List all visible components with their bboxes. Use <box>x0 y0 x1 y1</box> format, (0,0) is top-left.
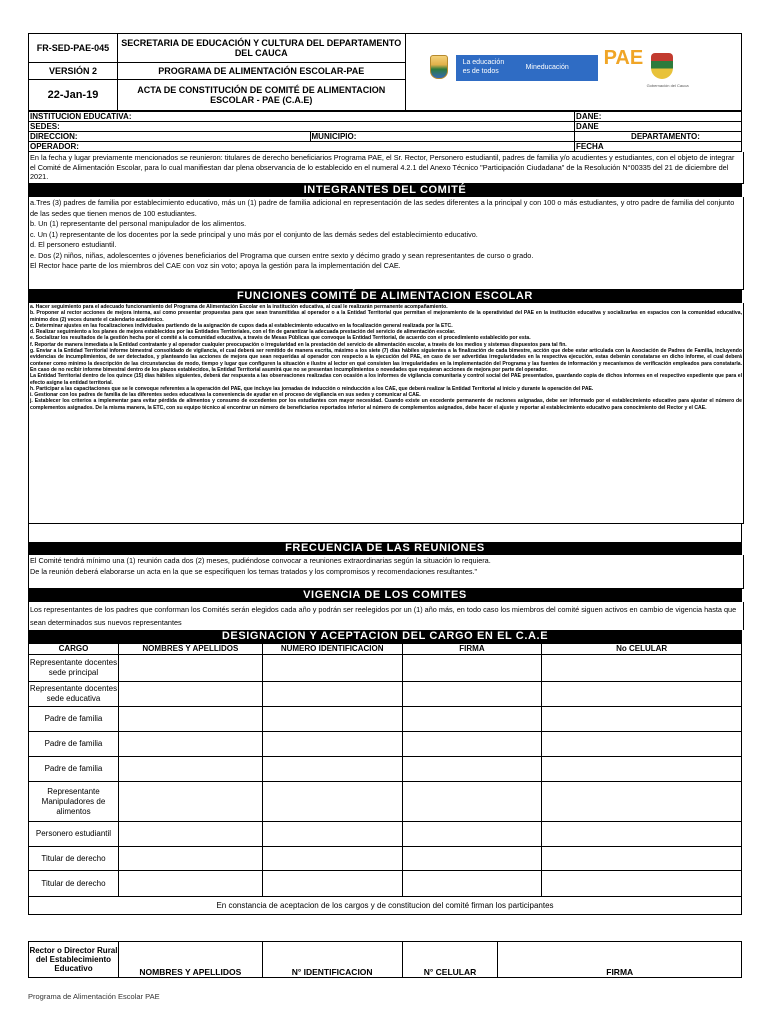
phone-cell[interactable] <box>542 871 742 897</box>
functions-item: h. Participar a las capacitaciones que se le convoque referentes a la operación del PAE, que incluye las jornadas de inducción o reinducción a los CAE, que deberá realizar la Entidad Territorial al inicio y durante la operación del PAE. <box>30 385 594 392</box>
designation-table <box>28 643 742 915</box>
institution-field[interactable]: INSTITUCION EDUCATIVA: <box>29 112 575 122</box>
pae-logo: PAE <box>603 47 644 69</box>
signature-cell[interactable] <box>402 732 542 757</box>
phone-cell[interactable] <box>542 655 742 682</box>
page-footer: Programa de Alimentación Escolar PAE <box>28 992 160 1001</box>
names-cell[interactable] <box>118 682 262 707</box>
functions-section <box>28 303 744 524</box>
functions-item: d. Realizar seguimiento a los planes de mejora establecidos por las Entidades Territoriales, con el fin de garantizar la adecuada prestación del servicio de alimentación escolar. <box>30 329 456 336</box>
signature-cell[interactable] <box>402 707 542 732</box>
signature-cell[interactable] <box>402 847 542 871</box>
colombia-seal-icon <box>430 55 448 79</box>
section-spacer <box>28 524 742 542</box>
designation-title: DESIGNACION Y ACEPTACION DEL CARGO EN EL C.A.E <box>28 630 742 643</box>
secretariat-title: SECRETARIA DE EDUCACIÓN Y CULTURA DEL DEPARTAMENTO DEL CAUCA <box>117 34 405 63</box>
form-version: VERSIÓN 2 <box>29 62 118 79</box>
id-cell[interactable] <box>262 682 402 707</box>
names-cell[interactable] <box>118 757 262 782</box>
column-header-names: NOMBRES Y APELLIDOS <box>118 644 262 655</box>
address-field[interactable]: DIRECCION: <box>29 132 311 142</box>
signature-cell[interactable] <box>402 782 542 822</box>
role-label: Titular de derecho <box>29 871 119 897</box>
document-header <box>28 33 742 111</box>
document-page <box>28 33 742 1001</box>
phone-cell[interactable] <box>542 732 742 757</box>
members-section <box>28 197 744 290</box>
department-field[interactable]: DEPARTAMENTO: <box>575 132 742 142</box>
mineducacion-text: Mineducación <box>525 64 569 71</box>
table-row <box>29 732 742 757</box>
names-cell[interactable] <box>118 871 262 897</box>
column-header-id: NUMERO IDENTIFICACION <box>262 644 402 655</box>
id-cell[interactable] <box>262 782 402 822</box>
gov-logo-text: La educación es de todos <box>462 59 505 75</box>
institution-info <box>28 111 742 152</box>
role-label: Titular de derecho <box>29 847 119 871</box>
rector-names-header: NOMBRES Y APELLIDOS <box>118 942 262 978</box>
validity-title: VIGENCIA DE LOS COMITES <box>28 589 742 602</box>
functions-item: j. Establecer los criterios a implementar para evitar pérdida de alimentos y consumo de excedentes por los estudiantes con mayor necesidad. Cuando existe un excedente permanente de raciones asignadas, debe ser informado por el establecimiento educativo para ajustar el número de complementos asignados. De la misma manera, la ETC, con su equipo técnico al encontrar un número de beneficiarios reportados inferior al número de complementos asignados, debe hacer el ajuste y reportar al establecimiento educativo para conocimiento del Rector y el CAE. <box>30 398 742 411</box>
table-row <box>29 682 742 707</box>
functions-item: a. Hacer seguimiento para el adecuado funcionamiento del Programa de Alimentación Escolar en la institución educativa, al cual le realizarán permanente acompañamiento. <box>30 304 448 310</box>
role-label: Padre de familia <box>29 757 119 782</box>
cauca-shield-icon <box>651 53 673 79</box>
functions-item: c. Determinar ajustes en las focalizaciones individuales partiendo de la asignación de cupos dada al establecimiento educativo en la focalización general realizada por la ETC. <box>30 322 453 329</box>
signature-cell[interactable] <box>402 682 542 707</box>
role-label: Personero estudiantil <box>29 822 119 847</box>
table-row <box>29 757 742 782</box>
functions-item: La Entidad Territorial dentro de los quince (15) días hábiles siguientes, deberá dar respuesta a las observaciones realizadas con ocasión a los informes de vigilancia comunitaria y control social del PAE presentados, guardando copia de dichos informes en el respectivo expediente que para el efecto asigne la entidad territorial. <box>30 373 742 386</box>
dane-field[interactable]: DANE: <box>575 112 742 122</box>
names-cell[interactable] <box>118 732 262 757</box>
phone-cell[interactable] <box>542 822 742 847</box>
table-row <box>29 655 742 682</box>
rector-id-header: N° IDENTIFICACION <box>262 942 402 978</box>
functions-item: g. Enviar a la Entidad Territorial informe bimestral consolidado de vigilancia, el cual deberá ser remitido de manera escrita, máximo a los siete (7) días hábiles siguientes a la finalización de cada bimestre, acción que debe estar articulada con la Asociación de Padres de Familia, incluyendo evidencias de incumplimientos, de ser detectados, y planteando las acciones de mejora que sean requeridas al operador con respecto a la ejecución del PAE, en caso de ser advertidas irregularidades en la respectiva ejecución, estas deberán constatarse en dicho informe, el cual deberá contener como mínimo la descripción de las circunstancias de modo, tiempo y lugar que configuren la situación e ilustre al lector en qué consisten las irregularidades en la implementación del Programa y las fuentes de información y mecanismos de verificación empleados para constatarla. En caso de no recibir informe bimestral dentro de los plazos establecidos, la Entidad Territorial asumirá que no se presentan incumplimientos o novedades que requieran acciones de mejora por parte del operador. <box>30 348 742 373</box>
phone-cell[interactable] <box>542 682 742 707</box>
phone-cell[interactable] <box>542 757 742 782</box>
column-header-phone: No CELULAR <box>542 644 742 655</box>
rector-phone-header: N° CELULAR <box>402 942 498 978</box>
column-header-role: CARGO <box>29 644 119 655</box>
phone-cell[interactable] <box>542 847 742 871</box>
signature-cell[interactable] <box>402 822 542 847</box>
members-item: El Rector hace parte de los miembros del CAE con voz sin voto; apoya la gestión para la implementación del CAE. <box>30 261 401 270</box>
validity-text: Los representantes de los padres que conforman los Comités serán elegidos cada año y podrán ser reelegidos por un (1) año más, en todo caso los miembros del comité siguen activos en cambio de vigencia hasta que sean determinados sus nuevos representantes <box>28 602 744 630</box>
form-code: FR-SED-PAE-045 <box>29 34 118 63</box>
names-cell[interactable] <box>118 655 262 682</box>
rector-signature-table <box>28 941 742 978</box>
table-row <box>29 871 742 897</box>
functions-item: b. Proponer al rector acciones de mejora interna, así como presentar propuestas para que sean transmitidas al operador o a la Entidad Territorial que permitan el mejoramiento de la operatividad del PAE en la institución educativa y socializarlas en espacios con la comunidad educativa, mínimo dos (2) veces durante el calendario académico. <box>30 310 742 323</box>
role-label: Representante docentes sede educativa <box>29 682 119 707</box>
names-cell[interactable] <box>118 822 262 847</box>
municipality-field[interactable]: MUNICIPIO: <box>310 132 575 142</box>
act-title: ACTA DE CONSTITUCIÓN DE COMITÉ DE ALIMENTACION ESCOLAR - PAE (C.A.E) <box>117 79 405 110</box>
logos-cell <box>405 34 741 111</box>
meetings-title: FRECUENCIA DE LAS REUNIONES <box>28 542 742 555</box>
id-cell[interactable] <box>262 822 402 847</box>
date-field[interactable]: FECHA <box>575 142 742 152</box>
table-row <box>29 782 742 822</box>
signature-cell[interactable] <box>402 757 542 782</box>
dane-sede-field[interactable]: DANE <box>575 122 742 132</box>
intro-paragraph: En la fecha y lugar previamente mencionados se reunieron: titulares de derecho beneficiarios Programa PAE, el Sr. Rector, Personero estudiantil, padres de familia y/o acudientes y estudiantes, con el objeto de integrar el Comité de Alimentación Escolar, para lo cual manifiestan dar plena observancia de lo establecido en el numeral 4.2.1 del Anexo Técnico "Participación Ciudadana" de la Resolución N°00335 del 21 de diciembre del 2021. <box>28 152 744 184</box>
id-cell[interactable] <box>262 732 402 757</box>
id-cell[interactable] <box>262 871 402 897</box>
closing-statement: En constancia de aceptacion de los cargos y de constitucion del comité firman los participantes <box>29 897 742 915</box>
names-cell[interactable] <box>118 847 262 871</box>
form-date: 22-Jan-19 <box>29 79 118 110</box>
program-title: PROGRAMA DE ALIMENTACIÓN ESCOLAR-PAE <box>117 62 405 79</box>
signature-cell[interactable] <box>402 655 542 682</box>
phone-cell[interactable] <box>542 707 742 732</box>
rector-signature-header: FIRMA <box>498 942 742 978</box>
column-header-signature: FIRMA <box>402 644 542 655</box>
role-label: Padre de familia <box>29 707 119 732</box>
members-item: c. Un (1) representante de los docentes por la sede principal y uno más por el conjunto de las demás sedes del establecimiento educativo. <box>30 229 478 239</box>
functions-item: e. Socializar los resultados de la gestión hecha por el comité a la comunidad educativa, a través de Mesas Públicas que convoque la Entidad Territorial, de acuerdo con el procedimiento establecido por esta. <box>30 335 531 342</box>
role-label: Padre de familia <box>29 732 119 757</box>
id-cell[interactable] <box>262 757 402 782</box>
table-row <box>29 847 742 871</box>
members-item: b. Un (1) representante del personal manipulador de los alimentos. <box>30 219 247 228</box>
operator-field[interactable]: OPERADOR: <box>29 142 575 152</box>
names-cell[interactable] <box>118 782 262 822</box>
signature-cell[interactable] <box>402 871 542 897</box>
members-item: a.Tres (3) padres de familia por establecimiento educativo, más un (1) padre de familia adicional en representación de las sedes diferentes a la principal y con 100 o más estudiantes, y otro padre de familia del conjunto de las sedes que tienen menos de 100 estudiantes. <box>30 198 735 218</box>
members-item: d. El personero estudiantil. <box>30 240 117 249</box>
members-item: e. Dos (2) niños, niñas, adolescentes o jóvenes beneficiarios del Programa que cursen entre sexto y décimo grado y sean representantes de curso o grado. <box>30 250 534 260</box>
table-row <box>29 822 742 847</box>
table-row <box>29 707 742 732</box>
role-label: Representante Manipuladores de alimentos <box>29 782 119 822</box>
id-cell[interactable] <box>262 707 402 732</box>
members-title: INTEGRANTES DEL COMITÉ <box>28 184 742 197</box>
meetings-line: El Comité tendrá mínimo una (1) reunión cada dos (2) meses, pudiéndose convocar a reuniones extraordinarias según la situación lo requiera. <box>30 556 491 565</box>
functions-title: FUNCIONES COMITÉ DE ALIMENTACION ESCOLAR <box>28 290 742 303</box>
functions-item: i. Gestionar con los padres de familia de las diferentes sedes educativas la conveniencia de ayudar en el proceso de vigilancia en sus sedes y comunicar al CAE. <box>30 392 421 399</box>
functions-item: f. Reportar de manera inmediata a la Entidad contratante y al operador cualquier preocupación o irregularidad en la prestación del servicio de alimentación escolar, a través de los medios y sistemas dispuestos para tal fin. <box>30 341 567 348</box>
sedes-field[interactable]: SEDES: <box>29 122 575 132</box>
meetings-line: De la reunión deberá elaborarse un acta en la que se especifiquen los temas tratados y los compromisos y recomendaciones resultantes." <box>30 566 478 576</box>
role-label: Representante docentes sede principal <box>29 655 119 682</box>
id-cell[interactable] <box>262 655 402 682</box>
names-cell[interactable] <box>118 707 262 732</box>
pae-logo-subtitle: Gobernación del Cauca <box>646 83 689 88</box>
rector-role-label: Rector o Director Rural del Establecimiento Educativo <box>29 942 119 978</box>
mineducacion-logo <box>456 55 598 81</box>
meetings-section <box>28 555 744 589</box>
id-cell[interactable] <box>262 847 402 871</box>
phone-cell[interactable] <box>542 782 742 822</box>
